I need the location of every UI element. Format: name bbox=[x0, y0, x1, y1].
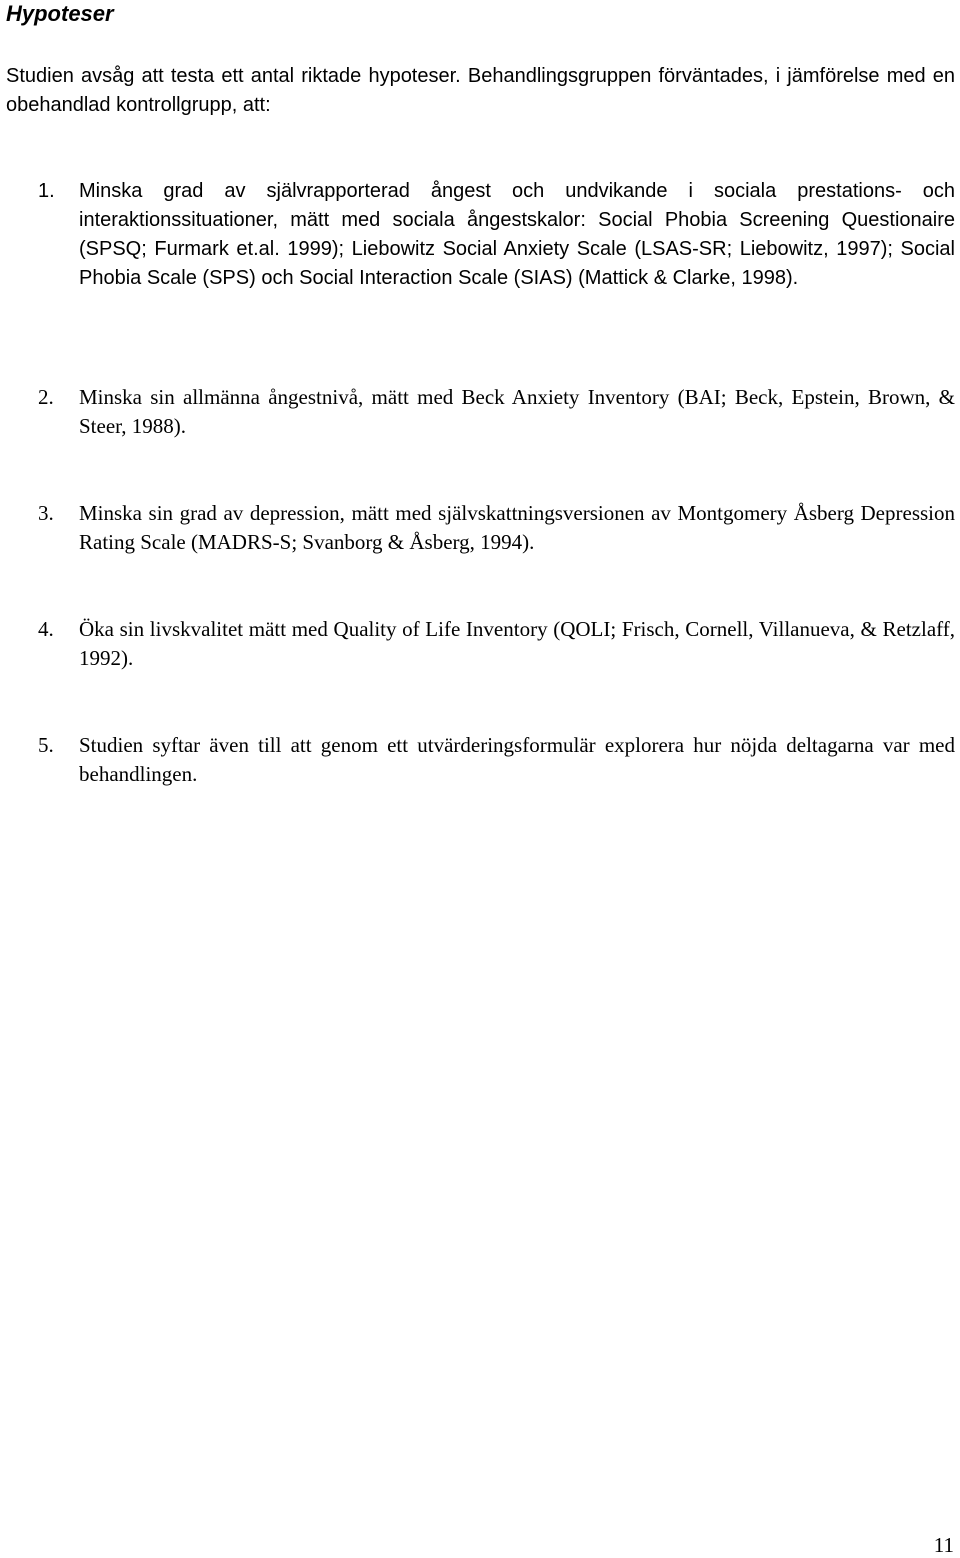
list-item bbox=[38, 177, 955, 293]
list-item-text: Öka sin livskvalitet mätt med Quality of Life Inventory (QOLI; Frisch, Cornell, Villanueva, & Retzlaff, 1992). bbox=[79, 617, 955, 670]
list-item bbox=[38, 383, 955, 441]
list-item-text: Minska grad av självrapporterad ångest och undvikande i sociala prestations- och interaktionssituationer, mätt med sociala ångestskalor: Social Phobia Screening Questionaire (SPSQ; Furmark et.al. 1999); Liebowitz Social Anxiety Scale (LSAS-SR; Liebowitz, 1997); Social Phobia Scale (SPS) och Social Interaction Scale (SIAS) (Mattick & Clarke, 1998). bbox=[79, 180, 955, 289]
list-item-number: 2. bbox=[38, 385, 54, 409]
list-item-number: 5. bbox=[38, 733, 54, 757]
page-number: 11 bbox=[933, 1533, 954, 1557]
list-item-text: Studien syftar även till att genom ett utvärderingsformulär explorera hur nöjda deltagarna var med behandlingen. bbox=[79, 733, 955, 786]
section-heading: Hypoteser bbox=[6, 1, 114, 26]
list-item-number: 4. bbox=[38, 617, 54, 641]
list-item-number: 1. bbox=[38, 180, 55, 202]
intro-paragraph: Studien avsåg att testa ett antal riktade hypoteser. Behandlingsgruppen förväntades, i jämförelse med en obehandlad kontrollgrupp, att: bbox=[6, 65, 955, 116]
list-item-number: 3. bbox=[38, 501, 54, 525]
list-item-text: Minska sin grad av depression, mätt med självskattningsversionen av Montgomery Åsberg Depression Rating Scale (MADRS-S; Svanborg & Åsberg, 1994). bbox=[79, 501, 955, 554]
list-item bbox=[38, 731, 955, 789]
list-item-text: Minska sin allmänna ångestnivå, mätt med Beck Anxiety Inventory (BAI; Beck, Epstein, Brown, & Steer, 1988). bbox=[79, 385, 955, 438]
list-item bbox=[38, 499, 955, 557]
list-item bbox=[38, 615, 955, 673]
